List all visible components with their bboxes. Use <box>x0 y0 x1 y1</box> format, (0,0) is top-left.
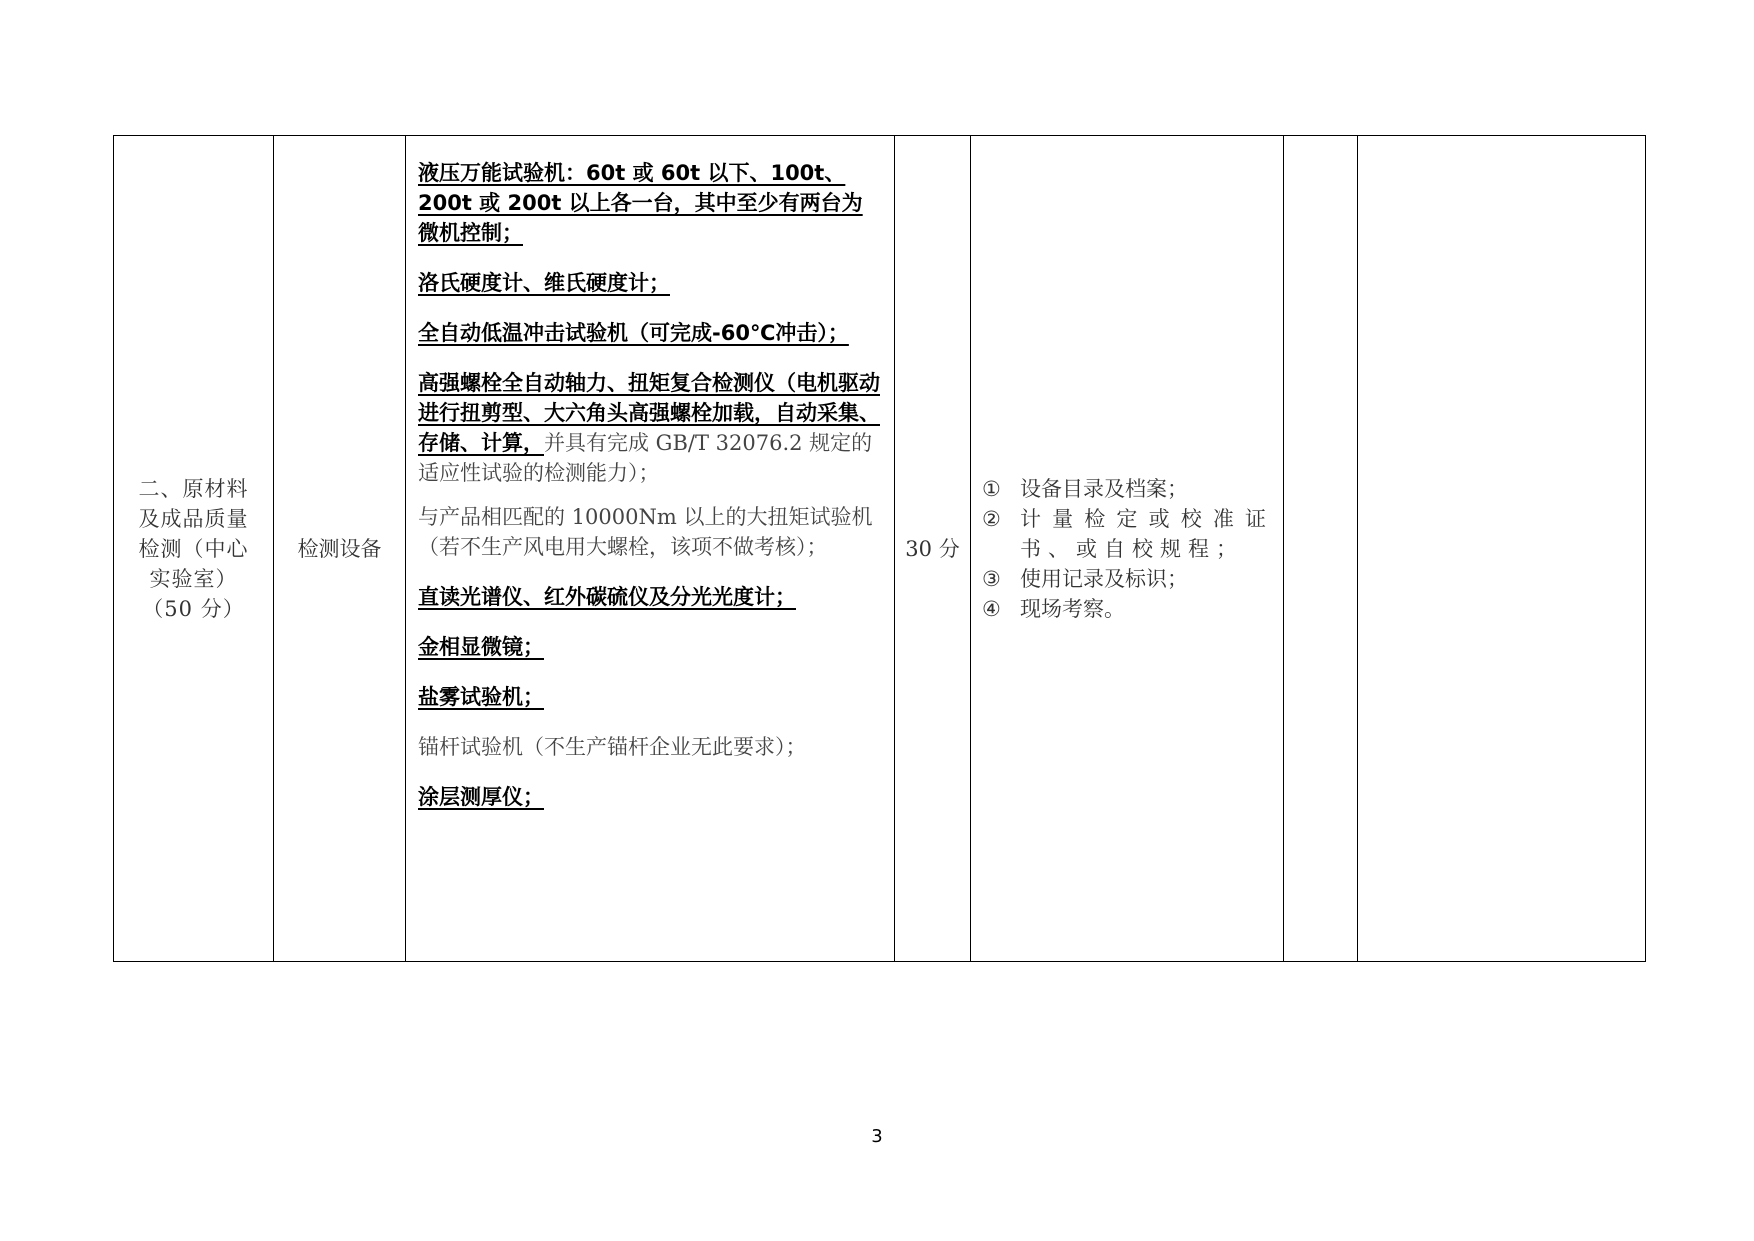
requirement-item <box>418 682 882 712</box>
evaluation-table <box>113 135 1646 962</box>
requirement-item <box>418 318 882 348</box>
requirement-text: 金相显微镜； <box>418 635 544 659</box>
circled-number: ① <box>982 476 1001 501</box>
category-line: 实验室） <box>149 566 238 591</box>
method-text: 设备目录及档案； <box>1020 476 1188 501</box>
table-row <box>114 136 1646 962</box>
category-cell <box>114 136 274 962</box>
requirement-text: 全自动低温冲击试验机（可完成-60℃冲击）； <box>418 321 849 345</box>
method-item <box>982 594 1273 624</box>
method-item <box>982 474 1273 504</box>
blank-cell <box>1284 136 1358 962</box>
requirement-item <box>418 368 882 488</box>
requirement-text: 高强螺栓全自动轴力、扭矩复合检测仪（电机驱动进行扭剪型、大六角头高强螺栓加载，自动采集、存储、计算， <box>418 371 880 455</box>
requirement-item <box>418 582 882 612</box>
requirement-text: 涂层测厚仪； <box>418 785 544 809</box>
category-line: （50 分） <box>142 596 245 621</box>
method-list <box>982 474 1273 624</box>
method-text: 现场考察。 <box>1020 596 1125 621</box>
item-cell <box>274 136 406 962</box>
requirements-cell <box>406 136 895 962</box>
circled-number: ③ <box>982 566 1001 591</box>
score-value: 30 分 <box>905 536 960 561</box>
blank-cell <box>1358 136 1646 962</box>
requirement-item <box>418 268 882 298</box>
category-line: 检测（中心 <box>138 536 249 561</box>
method-item <box>982 564 1273 594</box>
requirement-text: 盐雾试验机； <box>418 685 544 709</box>
circled-number: ④ <box>982 596 1001 621</box>
method-text: 使用记录及标识； <box>1020 566 1188 591</box>
requirement-text: 直读光谱仪、红外碳硫仪及分光光度计； <box>418 585 796 609</box>
requirements-list <box>418 158 882 812</box>
requirement-item <box>418 502 882 562</box>
score-cell <box>895 136 971 962</box>
method-text: 计量检定或校准证书、或自校规程； <box>1020 506 1273 561</box>
requirement-text-plain: 并具有完成 GB/T 32076.2 规定的适应性试验的检测能力）； <box>418 431 873 485</box>
page-number: 3 <box>871 1126 883 1147</box>
category-line: 二、原材料 <box>138 476 249 501</box>
requirement-item <box>418 732 882 762</box>
requirement-item <box>418 158 882 248</box>
requirement-text: 液压万能试验机：60t 或 60t 以下、100t、200t 或 200t 以上各一台，其中至少有两台为微机控制； <box>418 161 863 245</box>
circled-number: ② <box>982 506 1001 531</box>
method-item <box>982 504 1273 564</box>
requirement-text: 洛氏硬度计、维氏硬度计； <box>418 271 670 295</box>
requirement-item <box>418 782 882 812</box>
method-cell <box>971 136 1284 962</box>
requirement-text-plain: 与产品相匹配的 10000Nm 以上的大扭矩试验机（若不生产风电用大螺栓，该项不做考核）； <box>418 505 873 559</box>
requirement-item <box>418 632 882 662</box>
requirement-text-plain: 锚杆试验机（不生产锚杆企业无此要求）； <box>418 735 807 759</box>
category-line: 及成品质量 <box>138 506 249 531</box>
item-label: 检测设备 <box>297 536 382 561</box>
